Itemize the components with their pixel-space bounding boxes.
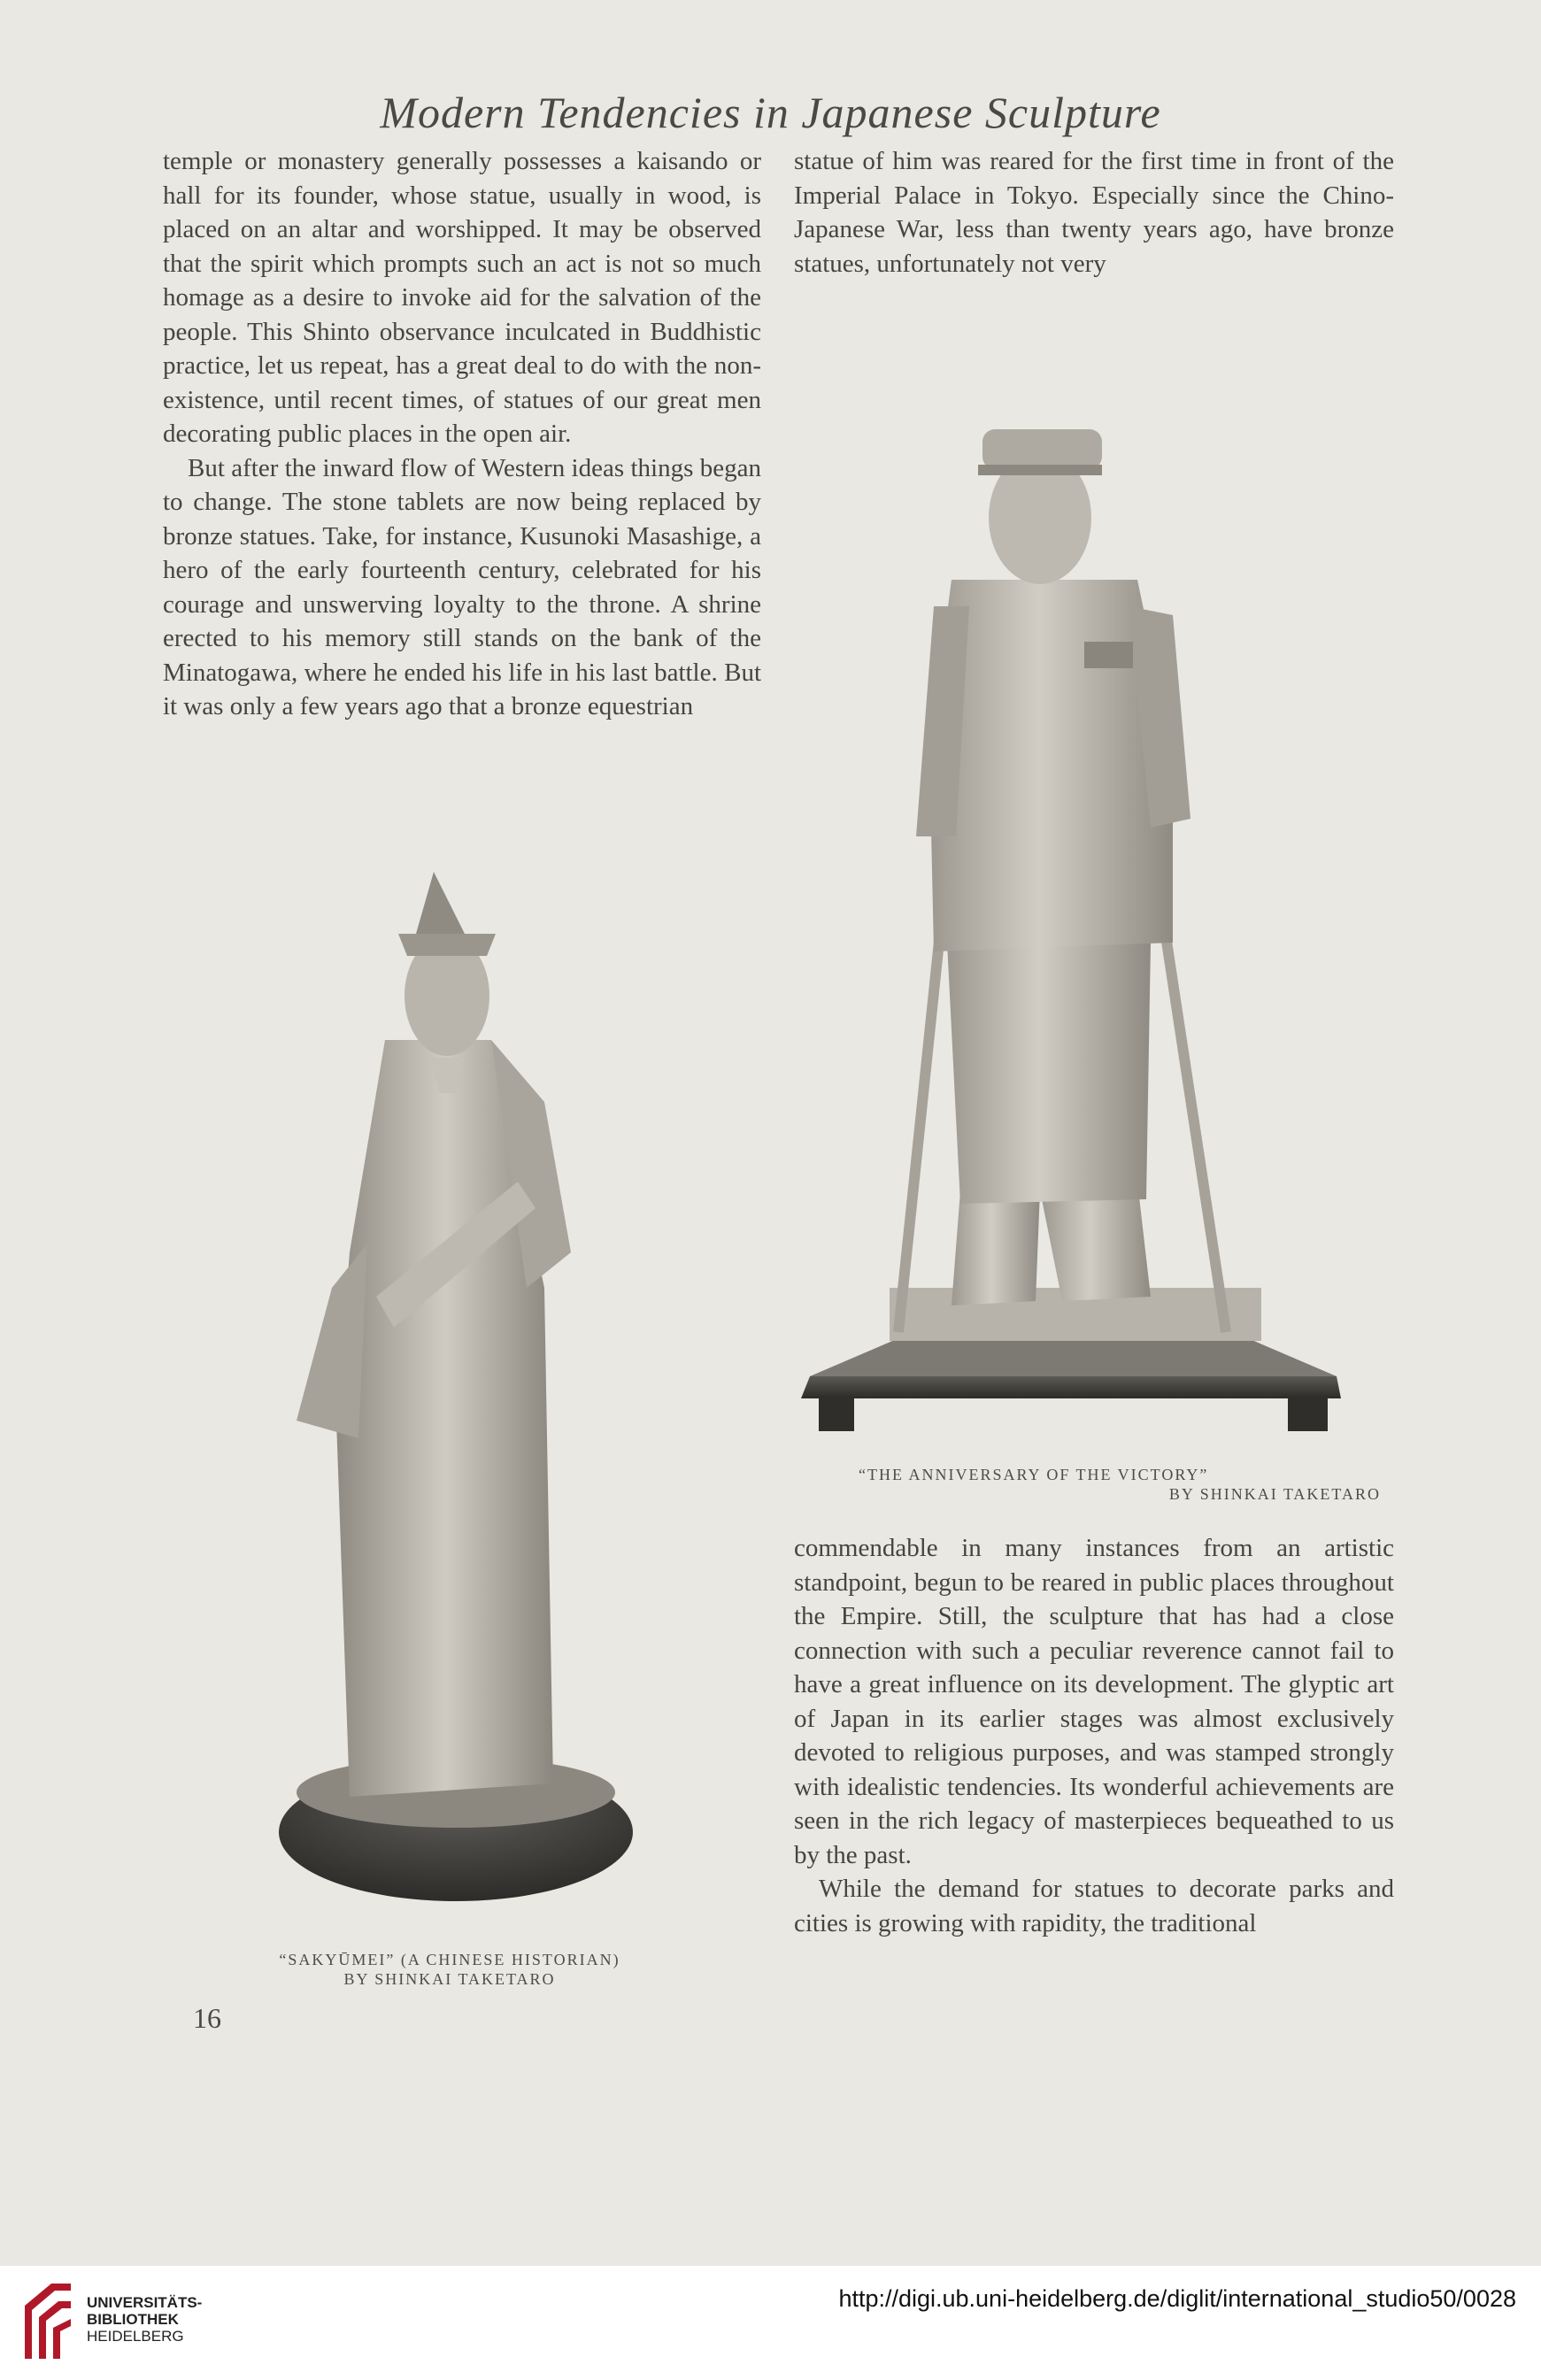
running-title: Modern Tendencies in Japanese Sculpture	[380, 88, 1161, 137]
right-column-bottom-text	[794, 1531, 1394, 1940]
historian-caption	[246, 1950, 653, 1989]
historian-statue-photo	[252, 872, 651, 1921]
footer-bar	[0, 2266, 1541, 2380]
right-bottom-paragraph-2: While the demand for statues to decorate parks and cities is growing with rapidity, the traditional	[794, 1875, 1394, 1937]
left-column-text	[163, 144, 761, 724]
soldier-caption	[859, 1465, 1381, 1504]
library-logo-icon	[16, 2275, 78, 2368]
left-paragraph-2: But after the inward flow of Western ideas things began to change. The stone tablets are now being replaced by bronze statues. Take, for instance, Kusunoki Masashige, a hero of the early fourteenth century, celebrated for his courage and unswerving loyalty to the throne. A shrine erected to his memory still stands on the bank of the Minatogawa, where he ended his life in his last battle. But it was only a few years ago that a bronze equestrian	[163, 453, 761, 720]
library-name-line-3: HEIDELBERG	[87, 2328, 184, 2345]
right-column-top-text	[794, 144, 1394, 281]
page-number: 16	[193, 2002, 221, 2034]
right-bottom-paragraph-1: commendable in many instances from an artistic standpoint, begun to be reared in public places throughout the Empire. Still, the sculpture that has had a close connection with such a peculiar reverence cannot fail to have a great influence on its development. The glyptic art of Japan in its earlier stages was almost exclusively devoted to religious purposes, and was stamped strongly with idealistic tendencies. Its wonderful achievements are seen in the rich legacy of masterpieces bequeathed to us by the past.	[794, 1534, 1394, 1869]
left-paragraph-1: temple or monastery generally possesses a kaisando or hall for its founder, whose statue, usually in wood, is placed on an altar and worshipped. It may be observed that the spirit which prompts such an act is not so much homage as a desire to invoke aid for the salvation of the people. This Shinto observance inculcated in Buddhistic practice, let us repeat, has a great deal to do with the non-existence, until recent times, of statues of our great men decorating public places in the open air.	[163, 147, 761, 448]
historian-caption-title: “SAKYŪMEI” (A CHINESE HISTORIAN)	[279, 1951, 620, 1968]
library-name-line-1: UNIVERSITÄTS-	[87, 2294, 203, 2311]
historian-caption-artist: BY SHINKAI TAKETARO	[343, 1970, 556, 1988]
source-url-link[interactable]: http://digi.ub.uni-heidelberg.de/diglit/international_studio50/0028	[838, 2285, 1516, 2312]
right-top-paragraph: statue of him was reared for the first time in front of the Imperial Palace in Tokyo. Especially since the Chino-Japanese War, less than twenty years ago, have bronze statues, unfortunately not very	[794, 147, 1394, 278]
soldier-caption-title: “THE ANNIVERSARY OF THE VICTORY”	[859, 1466, 1209, 1483]
library-name	[87, 2294, 202, 2345]
soldier-caption-artist: BY SHINKAI TAKETARO	[1168, 1485, 1381, 1503]
library-name-line-2: BIBLIOTHEK	[87, 2311, 179, 2328]
soldier-statue-photo	[801, 376, 1341, 1443]
